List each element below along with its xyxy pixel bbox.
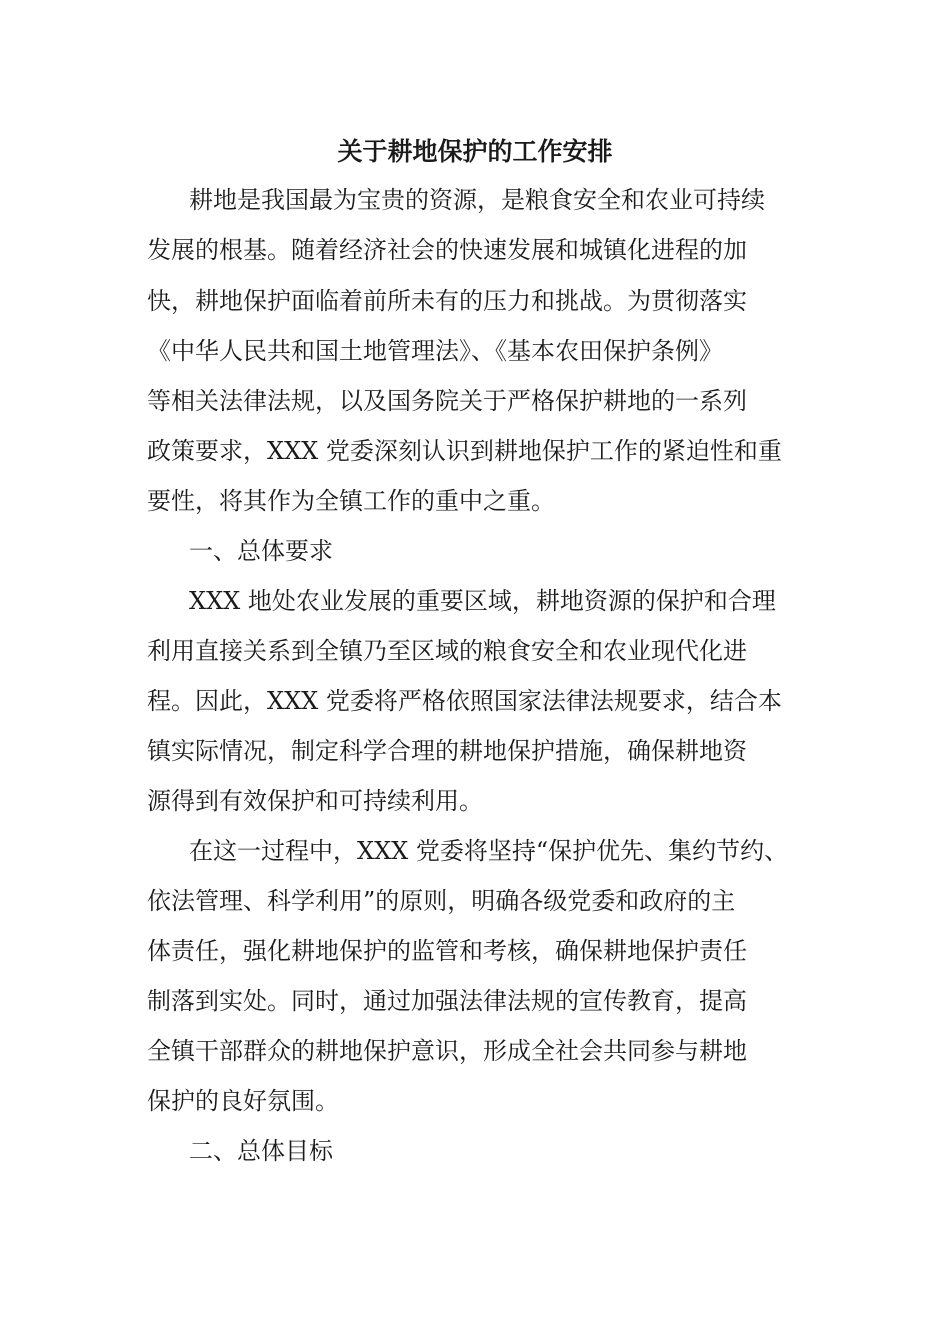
paragraph-line: 源得到有效保护和可持续利用。 (147, 787, 483, 815)
section-heading: 二、总体目标 (189, 1137, 333, 1165)
paragraph-line: 等相关法律法规，以及国务院关于严格保护耕地的一系列 (147, 387, 747, 415)
section-heading: 一、总体要求 (189, 537, 333, 565)
paragraph-line: 快，耕地保护面临着前所未有的压力和挑战。为贯彻落实 (147, 287, 747, 315)
paragraph-line: 发展的根基。随着经济社会的快速发展和城镇化进程的加 (147, 236, 747, 264)
paragraph-line: 《中华人民共和国土地管理法》、《基本农田保护条例》 (147, 337, 723, 365)
paragraph-line: 依法管理、科学利用”的原则，明确各级党委和政府的主 (147, 887, 736, 915)
paragraph-line: 体责任，强化耕地保护的监管和考核，确保耕地保护责任 (147, 937, 747, 965)
paragraph-line: 保护的良好氛围。 (147, 1087, 339, 1115)
paragraph-line: XXX 地处农业发展的重要区域，耕地资源的保护和合理 (189, 587, 776, 615)
paragraph-line: 制落到实处。同时，通过加强法律法规的宣传教育，提高 (147, 987, 747, 1015)
paragraph-line: 全镇干部群众的耕地保护意识，形成全社会共同参与耕地 (147, 1037, 747, 1065)
paragraph-line: 利用直接关系到全镇乃至区域的粮食安全和农业现代化进 (147, 637, 747, 665)
document-title: 关于耕地保护的工作安排 (337, 137, 613, 166)
paragraph-line: 要性，将其作为全镇工作的重中之重。 (147, 487, 555, 515)
paragraph-line: 程。因此，XXX 党委将严格依照国家法律法规要求，结合本 (147, 687, 782, 715)
paragraph-line: 在这一过程中，XXX 党委将坚持“保护优先、集约节约、 (189, 837, 789, 865)
paragraph-line: 耕地是我国最为宝贵的资源，是粮食安全和农业可持续 (189, 186, 765, 214)
paragraph-line: 政策要求，XXX 党委深刻认识到耕地保护工作的紧迫性和重 (147, 437, 782, 465)
paragraph-line: 镇实际情况，制定科学合理的耕地保护措施，确保耕地资 (147, 737, 747, 765)
